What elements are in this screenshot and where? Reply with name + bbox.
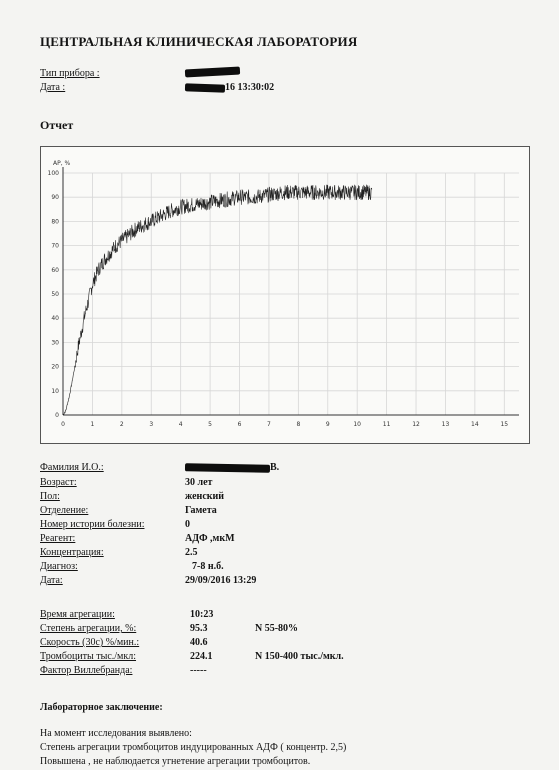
lab-title: ЦЕНТРАЛЬНАЯ КЛИНИЧЕСКАЯ ЛАБОРАТОРИЯ: [40, 34, 358, 49]
date-redaction: [185, 83, 225, 92]
willebrand-row: [40, 665, 207, 676]
degree-value: 95.3: [190, 623, 208, 634]
conclusion-line-2: Степень агрегации тромбоцитов индуцированных АДФ ( концентр. 2,5): [40, 742, 347, 753]
fio-label: Фамилия И.О.:: [40, 462, 104, 473]
device-row: [40, 68, 100, 79]
fio-value-wrap: [185, 462, 279, 473]
x-tick-label: 5: [208, 421, 213, 428]
x-tick-label: 1: [90, 421, 95, 428]
reagent-row: [40, 533, 235, 544]
device-redaction: [185, 66, 240, 77]
sex-value: женский: [185, 491, 225, 502]
time-row: [40, 609, 214, 620]
diag-value: 7-8 н.б.: [192, 561, 224, 572]
speed-row: [40, 637, 208, 648]
platelets-value: 224.1: [190, 651, 213, 662]
date-label: Дата :: [40, 82, 66, 93]
history-value: 0: [185, 519, 190, 530]
x-tick-label: 14: [471, 421, 479, 428]
diag-label: Диагноз:: [40, 561, 78, 572]
platelets-label: Тромбоциты тыс./мкл:: [40, 651, 137, 662]
age-label: Возраст:: [40, 477, 77, 488]
age-row: [40, 477, 213, 488]
conclusion-line-1: На момент исследования выявлено:: [40, 728, 192, 739]
exam-date-value: 29/09/2016 13:29: [185, 575, 257, 586]
fio-row: [40, 462, 280, 473]
y-tick-label: 100: [47, 170, 59, 177]
willebrand-value: -----: [190, 665, 207, 676]
x-tick-label: 10: [353, 421, 362, 428]
platelets-row: [40, 651, 344, 662]
age-value: 30 лет: [185, 477, 213, 488]
report-heading: Отчет: [40, 118, 74, 132]
history-row: [40, 519, 190, 530]
date-row: [40, 82, 275, 93]
fio-redaction: [185, 463, 270, 472]
time-label: Время агрегации:: [40, 609, 115, 620]
reagent-label: Реагент:: [40, 533, 76, 544]
x-tick-label: 9: [325, 421, 330, 428]
diag-row: [40, 561, 224, 572]
conc-value: 2.5: [185, 547, 198, 558]
y-tick-label: 10: [51, 387, 59, 395]
y-tick-label: 90: [51, 194, 59, 202]
dept-row: [40, 505, 217, 516]
x-tick-label: 6: [237, 421, 242, 428]
willebrand-label: Фактор Виллебранда:: [40, 665, 133, 676]
y-tick-label: 40: [51, 315, 59, 323]
degree-norm: N 55-80%: [255, 623, 299, 634]
time-value: 10:23: [190, 609, 214, 620]
chart-svg: [41, 147, 529, 443]
y-axis-label: АР, %: [53, 160, 71, 167]
y-tick-label: 60: [51, 266, 59, 274]
aggregation-chart: [40, 146, 530, 444]
history-label: Номер истории болезни:: [40, 519, 145, 530]
x-tick-label: 2: [119, 421, 124, 428]
speed-value: 40.6: [190, 637, 208, 648]
dept-label: Отделение:: [40, 505, 89, 516]
reagent-value: АДФ ,мкМ: [185, 533, 235, 544]
y-tick-label: 20: [51, 363, 59, 371]
y-tick-label: 30: [51, 339, 59, 347]
conclusion-heading: Лабораторное заключение:: [40, 702, 163, 713]
conc-label: Концентрация:: [40, 547, 104, 558]
y-tick-label: 70: [51, 242, 59, 250]
conc-row: [40, 547, 198, 558]
y-tick-label: 0: [55, 412, 59, 419]
degree-row: [40, 623, 299, 634]
x-tick-label: 3: [149, 421, 154, 428]
y-tick-label: 80: [51, 218, 59, 226]
platelets-norm: N 150-400 тыс./мкл.: [255, 651, 344, 662]
y-tick-label: 50: [51, 291, 59, 298]
aggregation-trace: [63, 185, 372, 415]
x-tick-label: 15: [500, 421, 509, 428]
sex-row: [40, 491, 225, 502]
x-tick-label: 7: [267, 421, 271, 428]
device-label: Тип прибора :: [40, 68, 100, 79]
date-value: 16 13:30:02: [225, 82, 275, 93]
x-tick-label: 11: [382, 421, 391, 428]
conclusion-line-3: Повышена , не наблюдается угнетение агрегации тромбоцитов.: [40, 756, 311, 767]
x-tick-label: 4: [178, 421, 183, 428]
x-tick-label: 0: [61, 421, 65, 428]
x-tick-label: 13: [441, 421, 450, 428]
exam-date-row: [40, 575, 257, 586]
exam-date-label: Дата:: [40, 575, 63, 586]
fio-suffix: В.: [270, 462, 280, 473]
speed-label: Скорость (30с) %/мин.:: [40, 637, 140, 648]
x-tick-label: 12: [412, 421, 420, 428]
date-value-wrap: [185, 82, 274, 93]
degree-label: Степень агрегации, %:: [40, 623, 137, 634]
x-tick-label: 8: [296, 421, 301, 428]
dept-value: Гамета: [185, 505, 217, 516]
sex-label: Пол:: [40, 491, 60, 502]
